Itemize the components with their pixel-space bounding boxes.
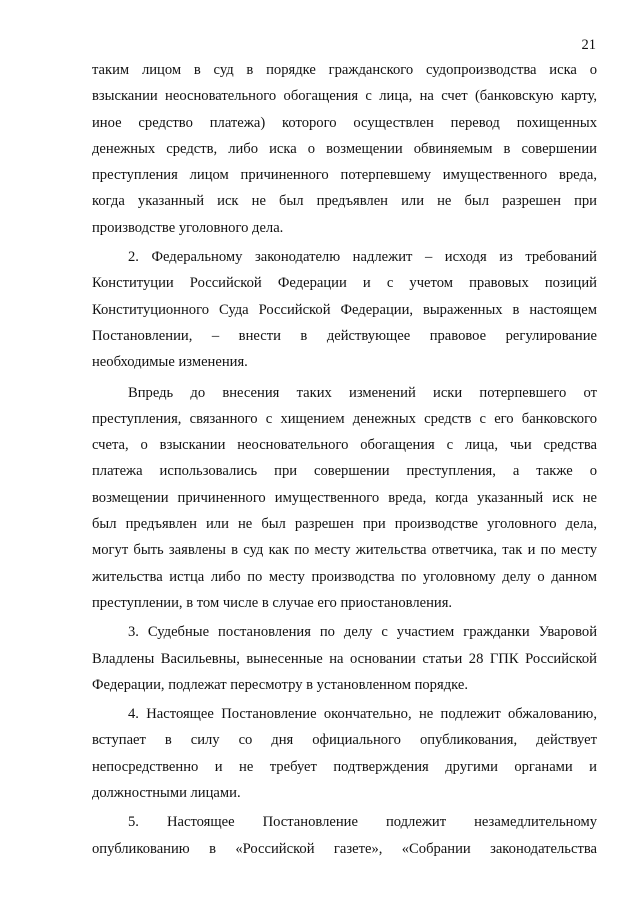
text-line: преступления лицом причиненного потерпевшему имущественного вреда, (92, 167, 597, 184)
text-line: денежных средств, либо иска о возмещении обвиняемым в совершении (92, 140, 597, 157)
paragraph-item-2 (92, 244, 597, 375)
text-line: преступлении, в том числе в случае его приостановления. (92, 594, 453, 611)
paragraph-item-4 (92, 701, 597, 806)
text-line: жительства истца либо по месту производства по уголовному делу о данном (92, 568, 597, 585)
text-line: Постановлении, – внести в действующее правовое регулирование (92, 327, 597, 344)
text-line: Владлены Васильевны, вынесенные на основании статьи 28 ГПК Российской (92, 650, 597, 667)
paragraph-interim (92, 380, 597, 617)
text-line: взыскании неосновательного обогащения с лица, на счет (банковскую карту, (92, 88, 597, 105)
paragraph-continuation (92, 57, 597, 241)
text-line: 2. Федеральному законодателю надлежит – исходя из требований (128, 249, 597, 266)
text-line: преступления, связанного с хищением денежных средств с его банковского (92, 410, 597, 427)
text-line: платежа использовались при совершении преступления, а также о (92, 463, 597, 480)
text-line: таким лицом в суд в порядке гражданского судопроизводства иска о (92, 62, 597, 78)
text-line: 4. Настоящее Постановление окончательно, не подлежит обжалованию, (128, 706, 597, 723)
text-line: опубликованию в «Российской газете», «Собрании законодательства (92, 840, 597, 857)
text-line: могут быть заявлены в суд как по месту жительства ответчика, так и по месту (92, 542, 597, 559)
text-line: Федерации, подлежат пересмотру в установленном порядке. (92, 676, 468, 693)
text-line: счета, о взыскании неосновательного обогащения с лица, чьи средства (92, 437, 597, 454)
text-line: Конституционного Суда Российской Федерации, выраженных в настоящем (92, 301, 597, 318)
text-line: должностными лицами. (92, 785, 241, 802)
text-line: непосредственно и не требует подтверждения другими органами и (92, 758, 597, 775)
document-body (92, 57, 597, 862)
text-line: Впредь до внесения таких изменений иски потерпевшего от (128, 384, 597, 401)
text-line: возмещении причиненного имущественного вреда, когда указанный иск не (92, 489, 597, 506)
page-number: 21 (581, 37, 596, 53)
text-line: 3. Судебные постановления по делу с участием гражданки Уваровой (128, 624, 597, 641)
text-line: вступает в силу со дня официального опубликования, действует (92, 732, 597, 749)
text-line: 5. Настоящее Постановление подлежит незамедлительному (128, 814, 597, 831)
text-line: производстве уголовного дела. (92, 219, 284, 236)
text-line: необходимые изменения. (92, 354, 248, 371)
paragraph-item-5 (92, 809, 597, 862)
paragraph-item-3 (92, 619, 597, 698)
text-line: Конституции Российской Федерации и с учетом правовых позиций (92, 275, 597, 292)
text-line: был предъявлен или не был разрешен при производстве уголовного дела, (92, 516, 597, 533)
text-line: иное средство платежа) которого осуществлен перевод похищенных (92, 114, 597, 131)
text-line: когда указанный иск не был предъявлен или не был разрешен при (92, 193, 597, 210)
